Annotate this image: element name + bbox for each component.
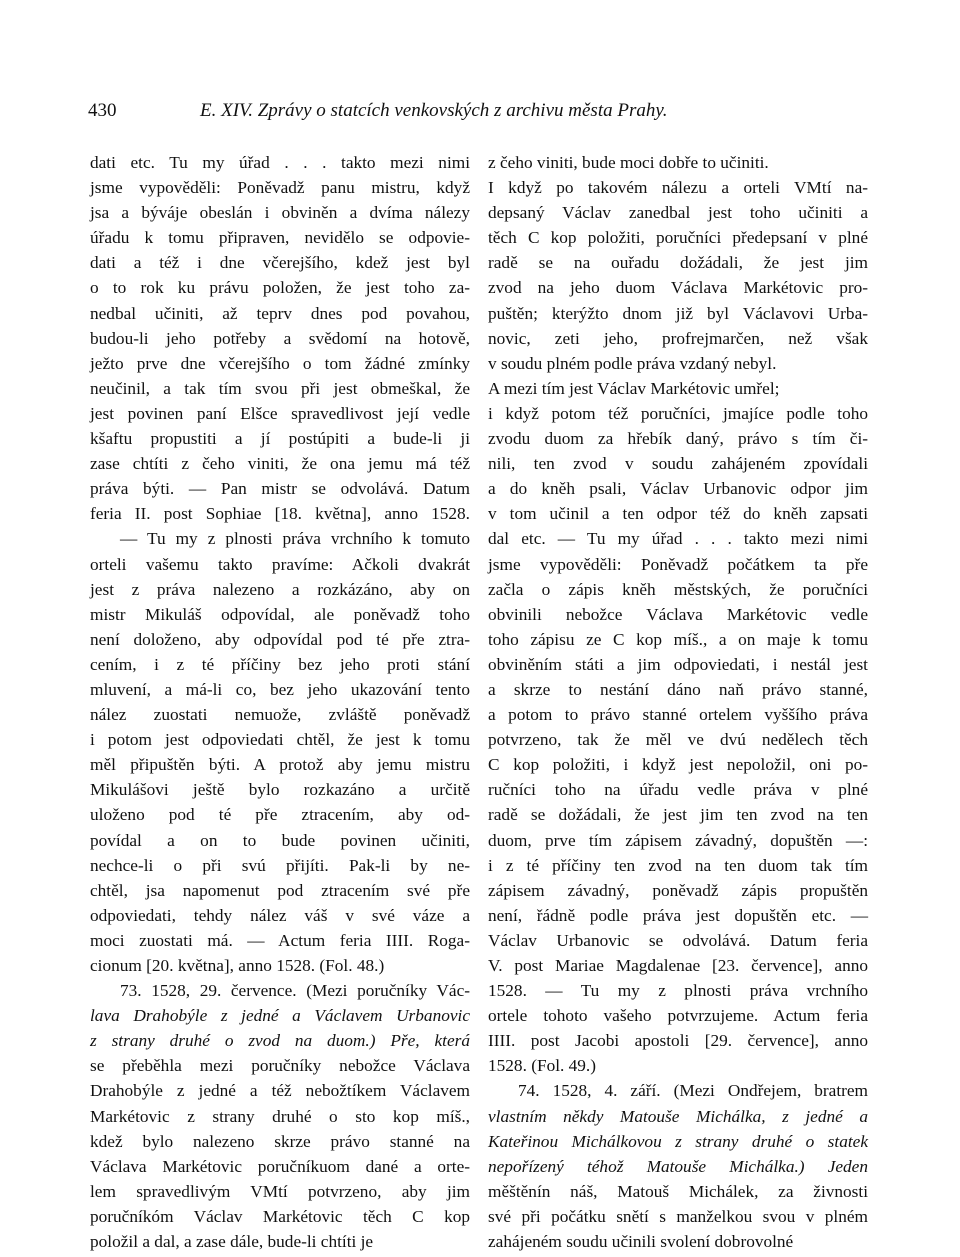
text-line: chtěl, jsa napomenut pod ztracením své pře	[90, 880, 470, 900]
page-header	[88, 100, 878, 126]
text-line: cením, i z té příčiny bez jeho proti stání	[90, 654, 470, 674]
text-line: nepořízený téhož Matouše Michálka.) Jeden	[488, 1156, 868, 1176]
text-line: a potom to právo stanné ortelem vyššího práva	[488, 705, 868, 725]
text-line: vlastním někdy Matouše Michálka, z jedné a	[488, 1106, 868, 1126]
text-line: Kateřinou Michálkovou z strany druhé o statek	[488, 1131, 868, 1151]
text-line: a skrze to nestání dáno naň právo stanné,	[488, 679, 868, 699]
text-line: práva býti. — Pan mistr se odvolává. Datum	[90, 479, 470, 499]
text-line: uloženo pod té pře ztracením, aby od-	[90, 805, 470, 825]
text-line: jsme vypověděli: Poněvadž počátkem ta pře	[488, 554, 868, 574]
text-line: se přeběhla mezi poručníky nebožce Václava	[90, 1056, 470, 1076]
text-line: o to rok ku právu položen, že jest toho za-	[90, 278, 470, 298]
text-line: Drahobýle z jedné a též nebožtíkem Václavem	[90, 1081, 470, 1101]
text-line: jsme vypověděli: Poněvadž panu mistru, když	[90, 178, 470, 198]
text-line: těch C kop položiti, poručníci předepsaní v plné	[488, 228, 868, 248]
text-line: 1528. — Tu my z plnosti práva vrchního	[488, 981, 868, 1001]
text-line: dati a též i dne včerejšího, kdež jest byl	[90, 253, 470, 273]
text-line: jsa a býváje obeslán i obviněn a dvíma nálezy	[90, 203, 470, 223]
page-number: 430	[88, 100, 117, 121]
text-line: i když potom též poručníci, jmajíce podle toho	[488, 403, 868, 423]
text-line: radě se dožádali, že jest jim ten zvod na ten	[488, 805, 868, 825]
text-line: obviněním státi a jim odpoviedati, i nestál jest	[488, 654, 868, 674]
text-line: toho zápisu ze C kop míš., a on maje k tomu	[488, 629, 868, 649]
text-line: jest povinen paní Elšce spravedlivost její vedle	[90, 403, 470, 423]
text-line: odpoviedati, tehdy nález váš v své váze a	[90, 905, 470, 925]
text-line: nález zuostati nemuože, zvláště poněvadž	[90, 705, 470, 725]
text-line: a do kněh psali, Václav Urbanovic odpor jim	[488, 479, 868, 499]
text-line: měl připuštěn býti. A protož aby jemu mistru	[90, 755, 470, 775]
text-line: ručníci toho na úřadu vedle práva v plné	[488, 780, 868, 800]
text-line: obvinili nebožce Václava Markétovic vedle	[488, 604, 868, 624]
text-line: začla o zápis kněh městských, že poručníci	[488, 579, 868, 599]
text-line: Markétovic z strany druhé o sto kop míš.,	[90, 1106, 470, 1126]
text-line: jest z práva nalezeno a rozkázáno, aby on	[90, 579, 470, 599]
text-line: kdež bylo nalezeno skrze právo stanné na	[90, 1131, 470, 1151]
text-line: úřadu k tomu připraven, nevidělo se odpovie-	[90, 228, 470, 248]
text-line: moci zuostati má. — Actum feria IIII. Roga-	[90, 930, 470, 950]
text-line: z strany druhé o zvod na duom.) Pře, která	[90, 1031, 470, 1051]
right-column	[488, 150, 868, 1254]
text-line: dati etc. Tu my úřad . . . takto mezi nimi	[90, 153, 470, 172]
text-line: — Tu my z plnosti práva vrchního k tomuto	[120, 529, 470, 549]
text-line: mluvení, a má-li co, bez jeho ukazování tento	[90, 679, 470, 699]
text-line: v tom učinil a ten odpor též do kněh zapsati	[488, 504, 868, 524]
text-line: 1528. (Fol. 49.)	[488, 1056, 597, 1076]
text-line: nechce-li o při svú přijíti. Pak-li by ne-	[90, 855, 470, 875]
text-line: neučinil, a tak tím svou při jest obmeškal, že	[90, 378, 470, 398]
text-line: duom, prve tím zápisem závadný, dopuštěn —:	[488, 830, 868, 850]
text-line: položil a dal, a zase dále, bude-li chtíti je	[90, 1232, 374, 1252]
text-line: depsaný Václav zanedbal jest toho učiniti a	[488, 203, 868, 223]
text-line: Václav Urbanovic se odvolává. Datum feria	[488, 930, 868, 950]
text-line: feria II. post Sophiae [18. května], anno 1528.	[90, 504, 470, 524]
text-line: Václava Markétovic poručníkuom dané a orte-	[90, 1156, 470, 1176]
text-line: kšaftu propustiti a jí postúpiti a bude-li ji	[90, 429, 470, 449]
text-line: z čeho viniti, bude moci dobře to učiniti.	[488, 153, 769, 172]
text-line: v soudu plném podle práva vzdaný nebyl.	[488, 353, 777, 373]
text-line: měštěnín náš, Matouš Michálek, za živnosti	[488, 1181, 868, 1201]
text-line: mistr Mikuláš odpovídal, ale poněvadž toho	[90, 604, 470, 624]
text-line: lava Drahobýle z jedné a Václavem Urbanovic	[90, 1006, 470, 1026]
left-column	[90, 150, 470, 1254]
text-line: ortele tohoto vašeho potvrzujeme. Actum feria	[488, 1006, 868, 1026]
text-line: C kop položiti, i když jest nepoložil, oni po-	[488, 755, 868, 775]
text-line: zase chtíti z čeho viniti, že ona jemu má též	[90, 454, 470, 474]
text-line: povídal a on to bude povinen učiniti,	[90, 830, 470, 850]
text-line: radě se na ouřadu dožádali, že jest jim	[488, 253, 868, 273]
text-line: není, řádně podle práva jest dopuštěn etc. —	[488, 905, 868, 925]
text-line: 74. 1528, 4. září. (Mezi Ondřejem, bratrem	[518, 1081, 868, 1101]
text-line: lem spravedlivým VMtí potvrzeno, aby jim	[90, 1181, 470, 1201]
text-line: i potom jest odpoviedati chtěl, že jest k tomu	[90, 730, 470, 750]
text-line: IIII. post Jacobi apostoli [29. července], anno	[488, 1031, 868, 1051]
text-line: potvrzeno, tak že měl ve dvú nedělech těch	[488, 730, 868, 750]
text-line: nili, ten zvod v soudu zahájeném zpovídali	[488, 454, 868, 474]
text-line: dal etc. — Tu my úřad . . . takto mezi nimi	[488, 529, 868, 549]
text-line: 73. 1528, 29. července. (Mezi poručníky Vác-	[120, 981, 470, 1001]
text-line: není doloženo, aby odpovídal pod té pře ztra-	[90, 629, 470, 649]
text-line: Mikulášovi ještě bylo rozkazáno a určitě	[90, 780, 470, 800]
running-title: E. XIV. Zprávy o statcích venkovských z archivu města Prahy.	[200, 100, 668, 121]
text-line: zahájeném soudu učinili svolení dobrovolné	[488, 1232, 794, 1252]
text-line: novic, zeti jeho, profrejmarčen, než však	[488, 328, 868, 348]
text-line: nedbal učiniti, až teprv dnes pod povahou,	[90, 303, 470, 323]
text-line: poručníkóm Václav Markétovic těch C kop	[90, 1206, 470, 1226]
text-line: orteli vašemu takto pravíme: Ačkoli dvakrát	[90, 554, 470, 574]
text-line: puštěn; kterýžto dnom již byl Václavovi Urba-	[488, 303, 868, 323]
text-line: A mezi tím jest Václav Markétovic umřel;	[488, 378, 780, 398]
text-line: ježto prve dne včerejšího o tom žádné zmínky	[90, 353, 470, 373]
text-line: I když po takovém nálezu a orteli VMtí na-	[488, 178, 868, 198]
text-line: zápisem závadný, poněvadž zápis propuštěn	[488, 880, 868, 900]
text-line: V. post Mariae Magdalenae [23. července], anno	[488, 956, 868, 975]
text-line: i z té příčiny ten zvod na ten duom tak tím	[488, 855, 868, 875]
text-line: cionum [20. května], anno 1528. (Fol. 48.)	[90, 956, 385, 975]
text-line: zvodu duom za hřebík daný, právo s tím či-	[488, 429, 868, 449]
text-line: budou-li jeho potřeby a svědomí na hotově,	[90, 328, 470, 348]
text-line: své při počátku snětí s manželkou svou v plném	[488, 1206, 868, 1226]
text-line: zvod na jeho duom Václava Markétovic pro-	[488, 278, 868, 298]
